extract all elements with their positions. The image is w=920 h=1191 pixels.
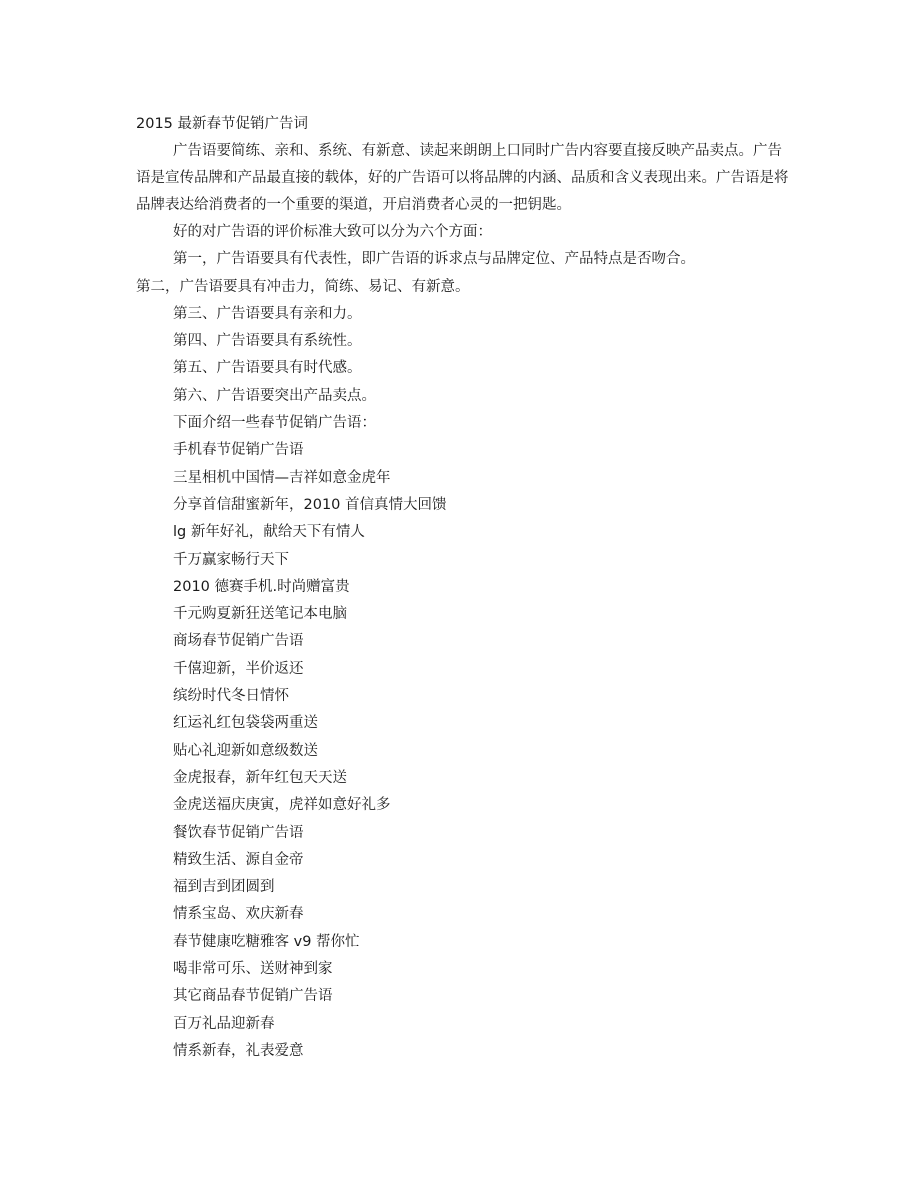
slogan-line: 2010 德赛手机.时尚赠富贵 xyxy=(173,578,350,595)
examples-intro-line: 下面介绍一些春节促销广告语： xyxy=(173,415,376,432)
slogan-line: 缤纷时代冬日情怀 xyxy=(173,688,289,705)
intro-paragraph: 广告语要简练、亲和、系统、有新意、读起来朗朗上口同时广告内容要直接反映产品卖点。广告语是宣传品牌和产品最直接的载体，好的广告语可以将品牌的内涵、品质和含义表现出来。广告语是将品牌表达给消费者的一个重要的渠道，开启消费者心灵的一把钥匙。 xyxy=(136,143,789,214)
slogan-line: 千元购夏新狂送笔记本电脑 xyxy=(173,606,347,623)
criterion-line: 第一，广告语要具有代表性，即广告语的诉求点与品牌定位、产品特点是否吻合。 xyxy=(173,251,695,268)
slogan-line: 三星相机中国情—吉祥如意金虎年 xyxy=(173,469,391,486)
slogan-line: 金虎报春，新年红包天天送 xyxy=(173,769,347,786)
criteria-intro-line: 好的对广告语的评价标准大致可以分为六个方面： xyxy=(173,224,492,240)
section-heading: 餐饮春节促销广告语 xyxy=(173,824,304,841)
slogan-line: 精致生活、源自金帝 xyxy=(173,851,304,868)
section-heading: 手机春节促销广告语 xyxy=(173,442,304,459)
slogan-line: 百万礼品迎新春 xyxy=(173,1015,275,1032)
slogan-line: 红运礼红包袋袋两重送 xyxy=(173,715,318,732)
slogan-line: 喝非常可乐、送财神到家 xyxy=(173,961,333,978)
criterion-line: 第六、广告语要突出产品卖点。 xyxy=(173,387,376,404)
slogan-line: 千僖迎新，半价返还 xyxy=(173,660,304,677)
slogan-line: 分享首信甜蜜新年，2010 首信真情大回馈 xyxy=(173,496,447,513)
criterion-line: 第二，广告语要具有冲击力，简练、易记、有新意。 xyxy=(136,278,470,295)
section-heading: 商场春节促销广告语 xyxy=(173,633,304,650)
slogan-line: 情系宝岛、欢庆新春 xyxy=(173,906,304,923)
criterion-line: 第三、广告语要具有亲和力。 xyxy=(173,305,362,322)
body-lines xyxy=(0,219,920,1065)
document-title: 2015 最新春节促销广告词 xyxy=(136,116,309,132)
slogan-line: 福到吉到团圆到 xyxy=(173,879,275,896)
criterion-line: 第五、广告语要具有时代感。 xyxy=(173,360,362,377)
slogan-line: 春节健康吃糖雅客 v9 帮你忙 xyxy=(173,933,360,950)
slogan-line: 千万赢家畅行天下 xyxy=(173,551,289,568)
slogan-line: 贴心礼迎新如意级数送 xyxy=(173,742,318,759)
slogan-line: lg 新年好礼，献给天下有情人 xyxy=(173,524,365,541)
criterion-line: 第四、广告语要具有系统性。 xyxy=(173,333,362,350)
slogan-line: 金虎送福庆庚寅，虎祥如意好礼多 xyxy=(173,797,391,814)
slogan-line: 情系新春，礼表爱意 xyxy=(173,1042,304,1059)
section-heading: 其它商品春节促销广告语 xyxy=(173,988,333,1005)
